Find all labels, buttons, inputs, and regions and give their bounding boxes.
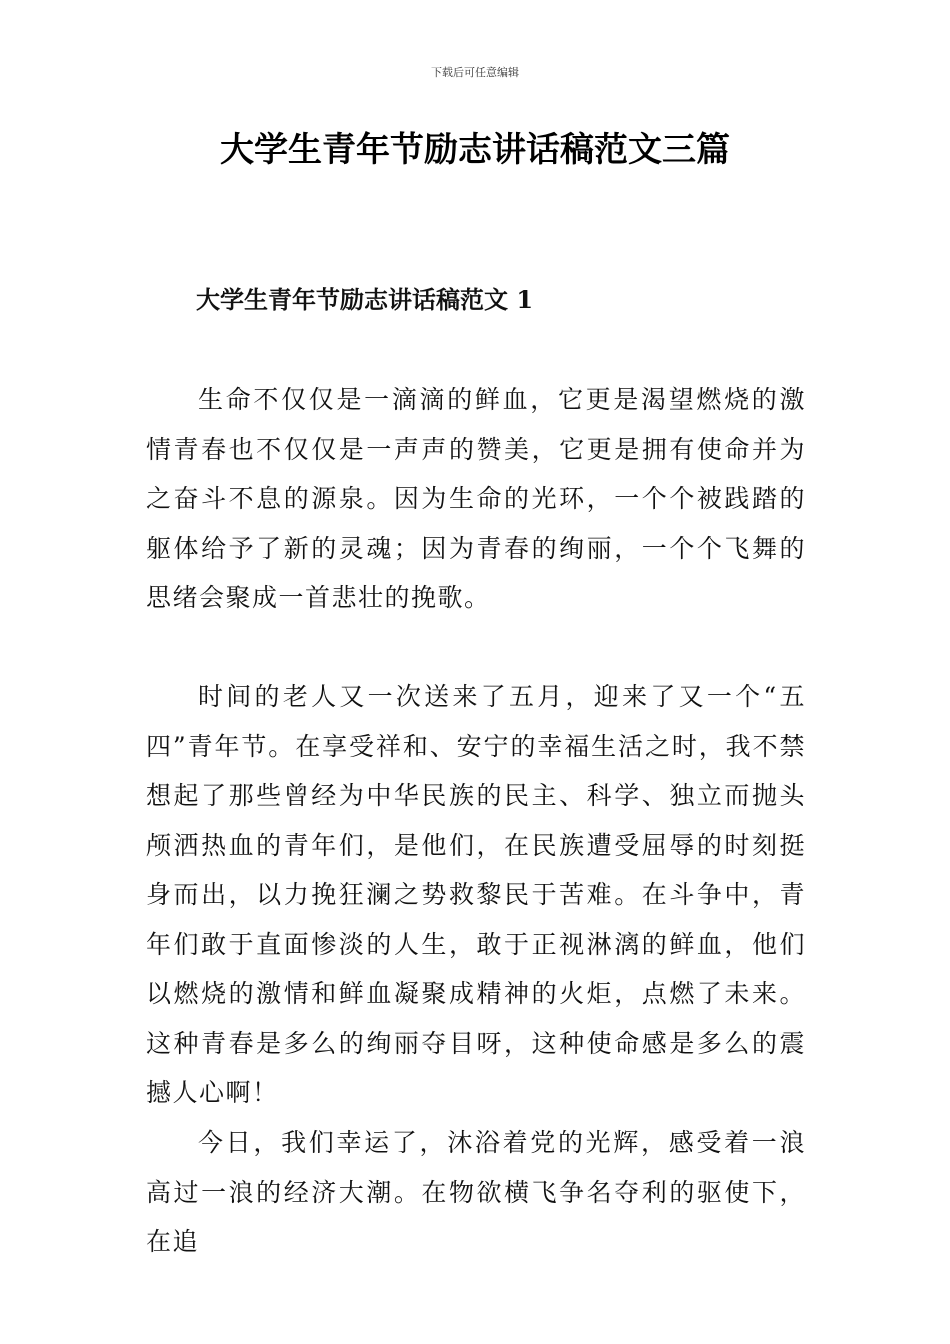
paragraph: 时间的老人又一次送来了五月，迎来了又一个“五四”青年节。在享受祥和、安宁的幸福生活之时，我不禁想起了那些曾经为中华民族的民主、科学、独立而抛头颅洒热血的青年们，是他们，在民族遭受屈辱的时刻挺身而出，以力挽狂澜之势救黎民于苦难。在斗争中，青年们敢于直面惨淡的人生，敢于正视淋漓的鲜血，他们以燃烧的激情和鲜血凝聚成精神的火炬，点燃了未来。这种青春是多么的绚丽夺目呀，这种使命感是多么的震撼人心啊！ — [146, 682, 806, 1107]
paragraph: 今日，我们幸运了，沐浴着党的光辉，感受着一浪高过一浪的经济大潮。在物欲横飞争名夺利的驱使下，在追 — [146, 1128, 806, 1256]
header-note: 下载后可任意编辑 — [431, 66, 519, 79]
section-heading: 大学生青年节励志讲话稿范文 1 — [196, 285, 534, 314]
paragraph: 生命不仅仅是一滴滴的鲜血，它更是渴望燃烧的激情青春也不仅仅是一声声的赞美，它更是拥有使命并为之奋斗不息的源泉。因为生命的光环，一个个被践踏的躯体给予了新的灵魂；因为青春的绚丽，一个个飞舞的思绪会聚成一首悲壮的挽歌。 — [146, 385, 806, 612]
document-title: 大学生青年节励志讲话稿范文三篇 — [220, 130, 730, 170]
